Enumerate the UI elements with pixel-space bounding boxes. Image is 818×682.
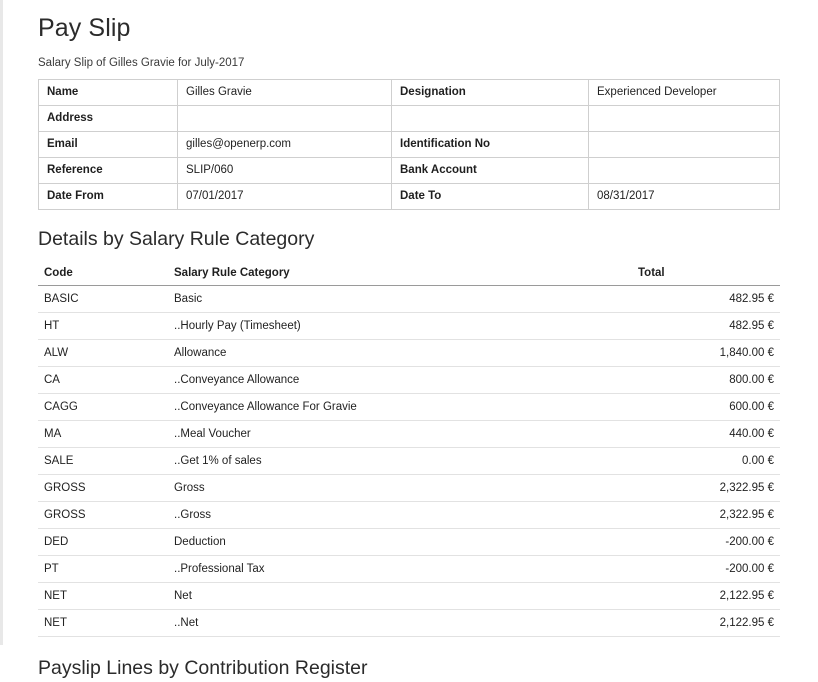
row-total: 1,840.00 €: [638, 340, 780, 367]
info-label-designation: Designation: [392, 80, 589, 106]
row-total: 2,122.95 €: [638, 610, 780, 637]
info-value-name: Gilles Gravie: [178, 80, 392, 106]
table-row: [38, 529, 780, 556]
info-value-blank-1: [589, 106, 780, 132]
info-value-reference: SLIP/060: [178, 158, 392, 184]
row-total: 800.00 €: [638, 367, 780, 394]
table-row: [38, 583, 780, 610]
row-category: ..Gross: [168, 502, 638, 529]
info-value-date-from: 07/01/2017: [178, 184, 392, 210]
row-total: -200.00 €: [638, 529, 780, 556]
table-row: [39, 158, 780, 184]
info-label-date-from: Date From: [39, 184, 178, 210]
row-category: ..Conveyance Allowance: [168, 367, 638, 394]
table-row: [38, 556, 780, 583]
page-title: Pay Slip: [38, 14, 131, 42]
table-row: [38, 475, 780, 502]
row-total: 2,322.95 €: [638, 475, 780, 502]
row-code: BASIC: [38, 286, 168, 313]
row-category: ..Conveyance Allowance For Gravie: [168, 394, 638, 421]
row-total: 482.95 €: [638, 286, 780, 313]
row-total: 2,122.95 €: [638, 583, 780, 610]
row-code: NET: [38, 610, 168, 637]
info-label-address: Address: [39, 106, 178, 132]
row-total: 600.00 €: [638, 394, 780, 421]
row-category: Allowance: [168, 340, 638, 367]
row-code: DED: [38, 529, 168, 556]
row-code: ALW: [38, 340, 168, 367]
info-label-blank-1: [392, 106, 589, 132]
row-code: GROSS: [38, 502, 168, 529]
row-total: 482.95 €: [638, 313, 780, 340]
row-category: ..Hourly Pay (Timesheet): [168, 313, 638, 340]
details-section-title: Details by Salary Rule Category: [38, 228, 315, 250]
table-row: [39, 184, 780, 210]
info-value-bank-account: [589, 158, 780, 184]
row-total: 0.00 €: [638, 448, 780, 475]
info-label-name: Name: [39, 80, 178, 106]
row-category: Gross: [168, 475, 638, 502]
table-row: [39, 106, 780, 132]
row-category: Basic: [168, 286, 638, 313]
table-row: [38, 313, 780, 340]
table-row: [38, 286, 780, 313]
table-row: [39, 132, 780, 158]
row-category: ..Meal Voucher: [168, 421, 638, 448]
row-category: ..Professional Tax: [168, 556, 638, 583]
header-salary-rule-category: Salary Rule Category: [168, 263, 638, 286]
row-total: 440.00 €: [638, 421, 780, 448]
page-left-rule: [0, 0, 3, 645]
header-total: Total: [638, 263, 780, 286]
table-row: [38, 340, 780, 367]
table-row: [39, 80, 780, 106]
row-category: Deduction: [168, 529, 638, 556]
employee-info-table: [38, 79, 780, 210]
row-total: 2,322.95 €: [638, 502, 780, 529]
table-row: [38, 610, 780, 637]
table-row: [38, 367, 780, 394]
row-category: Net: [168, 583, 638, 610]
table-row: [38, 421, 780, 448]
info-label-bank-account: Bank Account: [392, 158, 589, 184]
row-category: ..Net: [168, 610, 638, 637]
info-label-reference: Reference: [39, 158, 178, 184]
info-label-date-to: Date To: [392, 184, 589, 210]
row-category: ..Get 1% of sales: [168, 448, 638, 475]
table-row: [38, 502, 780, 529]
info-value-designation: Experienced Developer: [589, 80, 780, 106]
row-code: PT: [38, 556, 168, 583]
row-total: -200.00 €: [638, 556, 780, 583]
table-header-row: [38, 263, 780, 286]
info-value-identification-no: [589, 132, 780, 158]
row-code: HT: [38, 313, 168, 340]
payslip-subtitle: Salary Slip of Gilles Gravie for July-2017: [38, 57, 245, 69]
info-value-address: [178, 106, 392, 132]
row-code: CA: [38, 367, 168, 394]
row-code: CAGG: [38, 394, 168, 421]
header-code: Code: [38, 263, 168, 286]
salary-rule-category-table: [38, 263, 780, 637]
info-value-email: gilles@openerp.com: [178, 132, 392, 158]
row-code: GROSS: [38, 475, 168, 502]
table-row: [38, 448, 780, 475]
row-code: SALE: [38, 448, 168, 475]
table-row: [38, 394, 780, 421]
row-code: NET: [38, 583, 168, 610]
info-label-identification-no: Identification No: [392, 132, 589, 158]
info-label-email: Email: [39, 132, 178, 158]
info-value-date-to: 08/31/2017: [589, 184, 780, 210]
row-code: MA: [38, 421, 168, 448]
contribution-register-section-title: Payslip Lines by Contribution Register: [38, 657, 368, 679]
